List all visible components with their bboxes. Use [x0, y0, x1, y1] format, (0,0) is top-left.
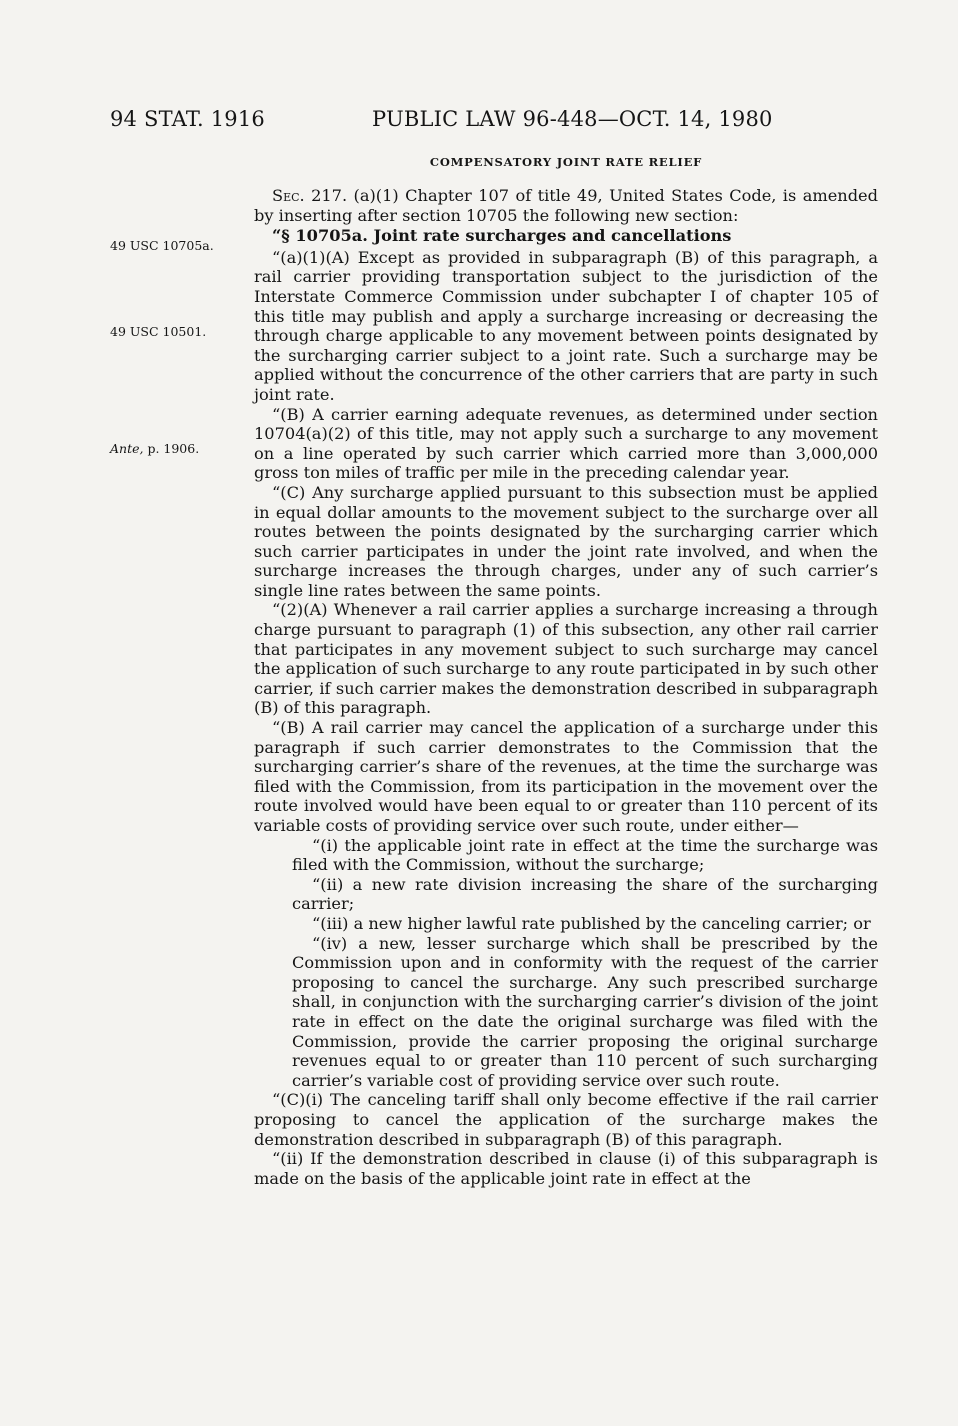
margin-note-ante-page: p. 1906. — [143, 441, 200, 456]
statute-body — [254, 186, 878, 1188]
section-heading: COMPENSATORY JOINT RATE RELIEF — [429, 155, 703, 169]
page-citation: 94 STAT. 1916 — [110, 107, 265, 131]
margin-note-ante-italic: Ante, — [110, 441, 144, 456]
paragraph-a1A: “(a)(1)(A) Except as provided in subparagraph (B) of this paragraph, a rail carrier providing transportation subject to the jurisdiction of the Interstate Commerce Commission under subchapter I of chapter 105 of this title may publish and apply a surcharge increasing or decreasing the through charge applicable to any movement between points designated by the surcharging carrier subject to a joint rate. Such a surcharge may be applied without the concurrence of the other carriers that are party in such joint rate. — [254, 247, 878, 404]
paragraph-a1C: “(C) Any surcharge applied pursuant to this subsection must be applied in equal dollar amounts to the movement subject to the surcharge over all routes between the points designated by the surcharging carrier which such carrier participates in under the joint rate involved, and when the surcharge increases the through charges, under any of such carrier’s single line rates between the same points. — [254, 482, 878, 600]
paragraph-a2Ci: “(C)(i) The canceling tariff shall only become effective if the rail carrier proposing to cancel the application of the surcharge makes the demonstration described in subparagraph (B) of this paragraph. — [254, 1090, 878, 1149]
law-title: PUBLIC LAW 96-448—OCT. 14, 1980 — [372, 107, 773, 131]
clause-iv: “(iv) a new, lesser surcharge which shall be prescribed by the Commission upon and in conformity with the request of the carrier proposing to cancel the surcharge. Any such prescribed surcharge shall, in conjunction with the surcharging carrier’s division of the joint rate in effect on the date the original surcharge was filed with the Commission, provide the carrier proposing the original surcharge revenues equal to or greater than 110 percent of such surcharging carrier’s variable cost of providing service over such route. — [292, 933, 878, 1090]
clause-i: “(i) the applicable joint rate in effect at the time the surcharge was filed with the Commission, without the surcharge; — [292, 835, 878, 875]
margin-note-usc-10705a: 49 USC 10705a. — [110, 238, 214, 253]
section-title: “§ 10705a. Joint rate surcharges and cancellations — [272, 226, 732, 246]
paragraph-a2B: “(B) A rail carrier may cancel the application of a surcharge under this paragraph if such carrier demonstrates to the Commission that the surcharging carrier’s share of the revenues, at the time the surcharge was filed with the Commission, from its participation in the movement over the route involved would have been equal to or greater than 110 percent of its variable costs of providing service over such route, under either— — [254, 718, 878, 835]
section-intro-text: 217. (a)(1) Chapter 107 of title 49, United States Code, is amended by inserting after section 10705 the following new section: — [254, 186, 878, 225]
margin-note-usc-10501: 49 USC 10501. — [110, 324, 207, 339]
paragraph-a2A: “(2)(A) Whenever a rail carrier applies a surcharge increasing a through charge pursuant to paragraph (1) of this subsection, any other rail carrier that participates in any movement subject to such surcharge may cancel the application of such surcharge to any route participated in by such other carrier, if such carrier makes the demonstration described in subparagraph (B) of this paragraph. — [254, 600, 878, 718]
margin-note-ante — [110, 441, 199, 456]
clause-iii: “(iii) a new higher lawful rate published by the canceling carrier; or — [312, 913, 871, 933]
section-intro — [254, 186, 878, 225]
paragraph-a2Cii: “(ii) If the demonstration described in clause (i) of this subparagraph is made on the basis of the applicable joint rate in effect at the — [254, 1149, 878, 1188]
paragraph-a1B: “(B) A carrier earning adequate revenues, as determined under section 10704(a)(2) of this title, may not apply such a surcharge to any movement on a line operated by such carrier which carried more than 3,000,000 gross ton miles of traffic per mile in the preceding calendar year. — [254, 404, 878, 483]
clause-ii: “(ii) a new rate division increasing the share of the surcharging carrier; — [292, 874, 878, 914]
section-label: Sec. — [272, 186, 305, 205]
